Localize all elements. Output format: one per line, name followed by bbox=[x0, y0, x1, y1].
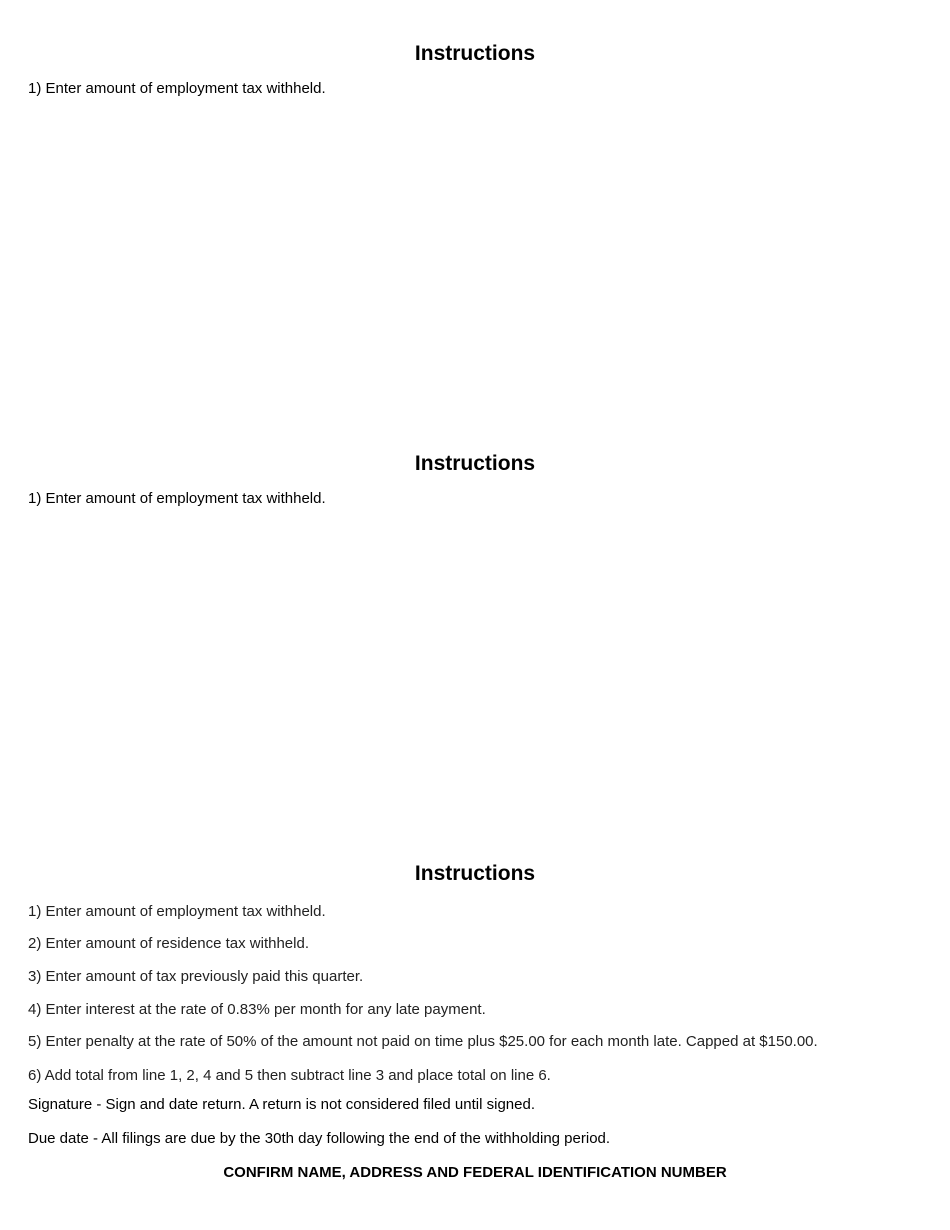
section-2-line-1: 1) Enter amount of employment tax withheld. bbox=[28, 490, 326, 507]
section-3-line-3: 3) Enter amount of tax previously paid this quarter. bbox=[28, 968, 364, 985]
section-3-line-2: 2) Enter amount of residence tax withheld. bbox=[28, 935, 309, 952]
confirm-footer: CONFIRM NAME, ADDRESS AND FEDERAL IDENTIFICATION NUMBER bbox=[223, 1164, 727, 1181]
section-2-title: Instructions bbox=[414, 452, 536, 475]
signature-note: Signature - Sign and date return. A return is not considered filed until signed. bbox=[28, 1096, 535, 1113]
section-3-title: Instructions bbox=[414, 862, 536, 885]
section-3-line-6: 6) Add total from line 1, 2, 4 and 5 then subtract line 3 and place total on line 6. bbox=[28, 1067, 551, 1084]
due-date-note: Due date - All filings are due by the 30th day following the end of the withholding period. bbox=[28, 1130, 611, 1147]
section-3-line-1: 1) Enter amount of employment tax withheld. bbox=[28, 903, 326, 920]
section-3-line-5: 5) Enter penalty at the rate of 50% of the amount not paid on time plus $25.00 for each month late. Capped at $150.00. bbox=[28, 1033, 818, 1050]
section-1-title: Instructions bbox=[414, 42, 536, 65]
section-3-line-4: 4) Enter interest at the rate of 0.83% per month for any late payment. bbox=[28, 1001, 486, 1018]
section-1-line-1: 1) Enter amount of employment tax withheld. bbox=[28, 80, 326, 97]
